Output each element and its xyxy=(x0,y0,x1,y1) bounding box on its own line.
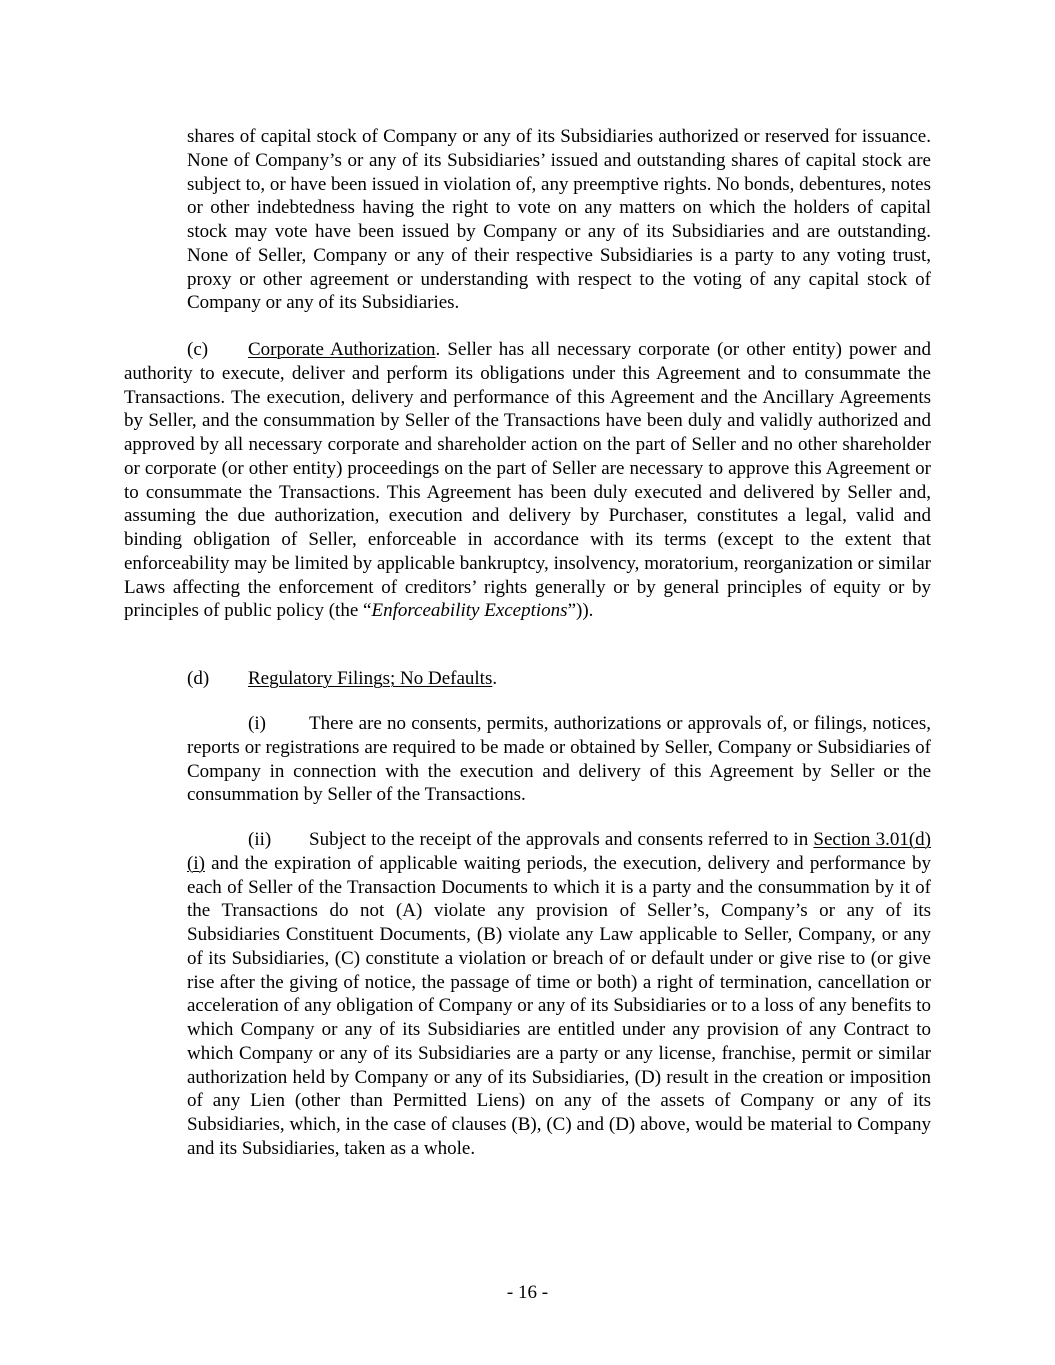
section-label: (d) xyxy=(187,668,210,689)
paragraph-text: . Seller has all necessary corporate (or other entity) power and authority to execute, deliver and perform its obligations under this Agreement and to consummate the Transactions. The execution, delivery and performance of this Agreement and the Ancillary Agreements by Seller, and the consummation by Seller of the Transactions have been duly and validly authorized and approved by all necessary corporate and shareholder action on the part of Seller and no other shareholder or corporate (or other entity) proceedings on the part of Seller are necessary to approve this Agreement or to consummate the Transactions. This Agreement has been duly executed and delivered by Seller and, assuming the due authorization, execution and delivery by Purchaser, constitutes a legal, valid and binding obligation of Seller, enforceable in accordance with its terms (except to the extent that enforceability may be limited by applicable bankruptcy, insolvency, moratorium, reorganization or similar Laws affecting the enforcement of creditors’ rights generally or by general principles of equity or by principles of public policy (the “ xyxy=(124,339,931,622)
heading-punctuation: . xyxy=(492,668,498,689)
paragraph-text: There are no consents, permits, authorizations or approvals of, or filings, notices, reports or registrations are required to be made or obtained by Seller, Company or Subsidiaries of Company in connection with the execution and delivery of this Agreement by Seller or the consummation by Seller of the Transactions. xyxy=(187,713,931,806)
defined-term: Enforceability Exceptions xyxy=(371,600,568,622)
paragraph-no-violations xyxy=(187,828,931,1161)
paragraph-regulatory-filings-heading xyxy=(187,667,931,691)
subsection-label: (i) xyxy=(248,713,266,734)
page-number: - 16 - xyxy=(506,1282,549,1303)
paragraph-capital-stock-continued xyxy=(187,125,931,315)
paragraph-text: shares of capital stock of Company or any of its Subsidiaries authorized or reserved for issuance. None of Company’s or any of its Subsidiaries’ issued and outstanding shares of capital stock are subject to, or have been issued in violation of, any preemptive rights. No bonds, debentures, notes or other indebtedness having the right to vote on any matters on which the holders of capital stock may vote have been issued by Company or any of its Subsidiaries and are outstanding. None of Seller, Company or any of their respective Subsidiaries is a party to any voting trust, proxy or other agreement or understanding with respect to the voting of any capital stock of Company or any of its Subsidiaries. xyxy=(187,126,932,314)
paragraph-text-end: ”)). xyxy=(567,600,594,622)
section-heading: Regulatory Filings; No Defaults xyxy=(248,668,493,689)
paragraph-corporate-authorization xyxy=(124,338,931,623)
section-label: (c) xyxy=(187,339,209,360)
section-heading: Corporate Authorization xyxy=(248,339,436,360)
subsection-label: (ii) xyxy=(248,829,272,850)
paragraph-no-consents xyxy=(187,712,931,807)
paragraph-text: Subject to the receipt of the approvals and consents referred to in xyxy=(309,829,814,850)
cross-reference: Section 3.01(d)(i) xyxy=(187,829,931,874)
paragraph-text-end: and the expiration of applicable waiting periods, the execution, delivery and performance by each of Seller of the Transaction Documents to which it is a party and the consummation by it of the Transactions do not (A) violate any provision of Seller’s, Company’s or any of its Subsidiaries Constituent Documents, (B) violate any Law applicable to Seller, Company, or any of its Subsidiaries, (C) constitute a violation or breach of or default under or give rise to (or give rise after the giving of notice, the passage of time or both) a right of termination, cancellation or acceleration of any obligation of Company or any of its Subsidiaries or to a loss of any benefits to which Company or any of its Subsidiaries are entitled under any provision of any Contract to which Company or any of its Subsidiaries are a party or any license, franchise, permit or similar authorization held by Company or any of its Subsidiaries, (D) result in the creation or imposition of any Lien (other than Permitted Liens) on any of the assets of Company or any of its Subsidiaries, which, in the case of clauses (B), (C) and (D) above, would be material to Company and its Subsidiaries, taken as a whole. xyxy=(187,852,931,1159)
